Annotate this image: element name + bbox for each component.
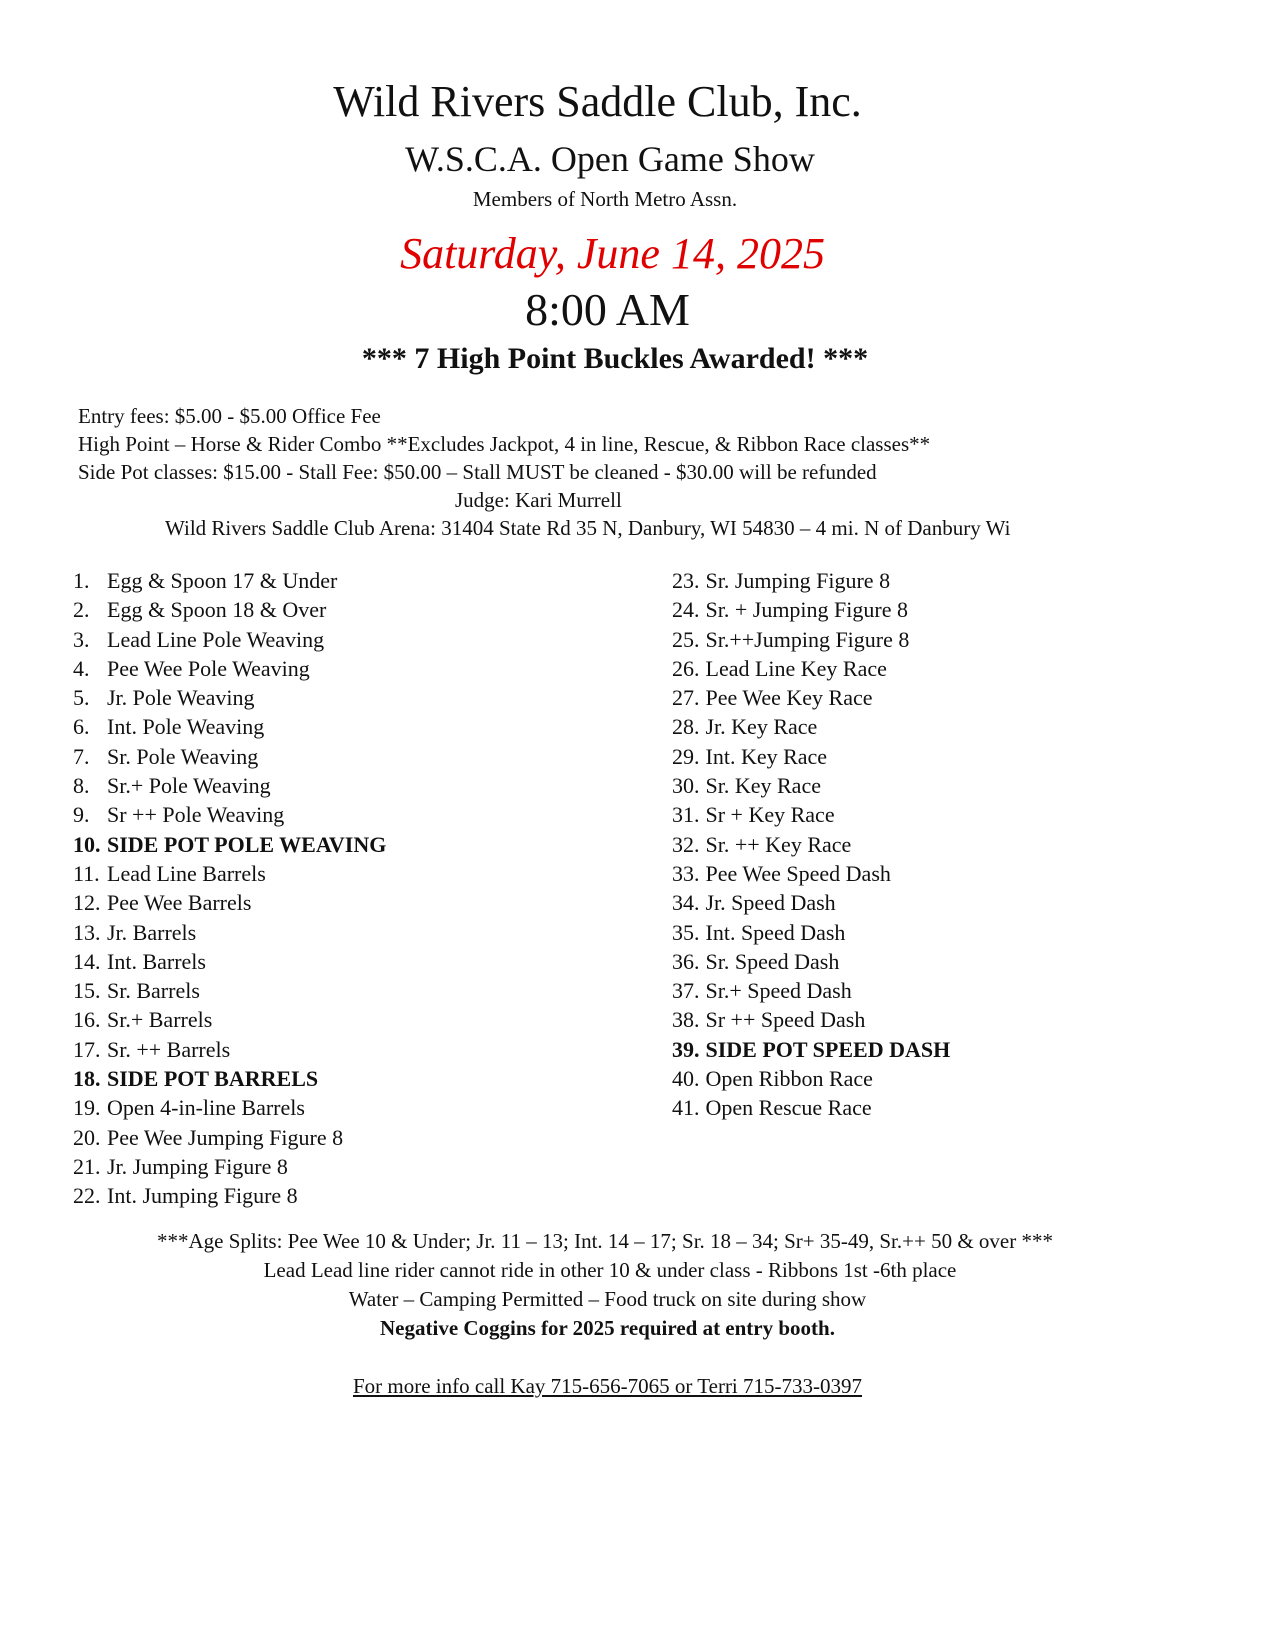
class-number: 8. (73, 773, 90, 799)
class-number: 32. (672, 831, 700, 857)
class-item (672, 595, 950, 624)
class-name: Int. Speed Dash (705, 919, 846, 945)
class-name: Int. Barrels (107, 948, 206, 974)
class-item (672, 1035, 950, 1064)
show-date: Saturday, June 14, 2025 (400, 229, 825, 278)
age-splits: ***Age Splits: Pee Wee 10 & Under; Jr. 11 – 13; Int. 14 – 17; Sr. 18 – 34; Sr+ 35-49, Sr.++ 50 & over *** (157, 1229, 1053, 1253)
class-number: 3. (73, 626, 90, 652)
class-item (672, 566, 950, 595)
class-name: Open 4-in-line Barrels (107, 1095, 305, 1121)
class-list-left (73, 566, 386, 1211)
class-name: Open Ribbon Race (705, 1066, 873, 1092)
class-name: SIDE POT BARRELS (107, 1066, 319, 1092)
class-number: 25. (672, 626, 700, 652)
class-number: 7. (73, 743, 90, 769)
class-list-right (672, 566, 950, 1123)
class-number: 20. (73, 1124, 101, 1150)
class-item (672, 859, 950, 888)
class-item (672, 830, 950, 859)
class-name: Pee Wee Jumping Figure 8 (107, 1124, 344, 1150)
class-number: 27. (672, 685, 700, 711)
class-number: 29. (672, 743, 700, 769)
class-name: Lead Line Barrels (107, 860, 266, 886)
show-name: W.S.C.A. Open Game Show (405, 139, 815, 179)
class-name: Sr ++ Pole Weaving (107, 802, 285, 828)
class-number: 30. (672, 773, 700, 799)
class-item (73, 888, 386, 917)
class-name: Sr. Speed Dash (705, 948, 840, 974)
class-number: 2. (73, 597, 90, 623)
contact-info: For more info call Kay 715-656-7065 or Terri 715-733-0397 (352, 1374, 863, 1398)
class-item (672, 683, 950, 712)
class-number: 34. (672, 890, 700, 916)
class-name: Pee Wee Speed Dash (705, 860, 891, 886)
class-name: Sr + Key Race (705, 802, 835, 828)
class-number: 19. (73, 1095, 101, 1121)
class-item (73, 830, 386, 859)
judge: Judge: Kari Murrell (455, 488, 622, 512)
class-name: Egg & Spoon 18 & Over (107, 597, 327, 623)
class-number: 26. (672, 655, 700, 681)
amenities-note: Water – Camping Permitted – Food truck on site during show (348, 1287, 867, 1311)
class-item (73, 800, 386, 829)
class-name: Sr. Pole Weaving (107, 743, 259, 769)
class-item (73, 1035, 386, 1064)
class-name: Sr.+ Barrels (107, 1007, 213, 1033)
class-item (73, 742, 386, 771)
class-number: 39. (672, 1036, 700, 1062)
class-name: Sr. Key Race (705, 773, 821, 799)
class-number: 14. (73, 948, 101, 974)
class-name: Sr ++ Speed Dash (705, 1007, 866, 1033)
class-name: Sr. ++ Barrels (107, 1036, 231, 1062)
high-point-note: High Point – Horse & Rider Combo **Excludes Jackpot, 4 in line, Rescue, & Ribbon Race classes** (78, 432, 931, 456)
class-number: 38. (672, 1007, 700, 1033)
class-name: Jr. Pole Weaving (107, 685, 255, 711)
class-number: 22. (73, 1183, 101, 1209)
class-item (73, 654, 386, 683)
class-number: 11. (73, 860, 100, 886)
class-number: 31. (672, 802, 700, 828)
class-item (73, 947, 386, 976)
class-number: 33. (672, 860, 700, 886)
class-number: 10. (73, 831, 101, 857)
class-name: Int. Pole Weaving (107, 714, 265, 740)
class-item (73, 1005, 386, 1034)
class-name: Lead Line Key Race (705, 655, 887, 681)
class-name: Jr. Jumping Figure 8 (107, 1153, 288, 1179)
class-item (672, 1093, 950, 1122)
class-number: 37. (672, 978, 700, 1004)
class-name: Sr. ++ Key Race (705, 831, 852, 857)
class-item (672, 654, 950, 683)
class-number: 17. (73, 1036, 101, 1062)
class-number: 4. (73, 655, 90, 681)
side-pot-note: Side Pot classes: $15.00 - Stall Fee: $50.00 – Stall MUST be cleaned - $30.00 will be refunded (78, 460, 877, 484)
class-name: Sr. + Jumping Figure 8 (705, 597, 908, 623)
buckles-banner: *** 7 High Point Buckles Awarded! *** (361, 342, 869, 375)
class-item (672, 976, 950, 1005)
class-item (672, 625, 950, 654)
class-number: 40. (672, 1066, 700, 1092)
class-name: SIDE POT SPEED DASH (705, 1036, 951, 1062)
show-time: 8:00 AM (525, 284, 690, 335)
class-item (672, 888, 950, 917)
club-name: Wild Rivers Saddle Club, Inc. (333, 77, 862, 126)
class-number: 21. (73, 1153, 101, 1179)
class-number: 35. (672, 919, 700, 945)
class-name: Sr.++Jumping Figure 8 (705, 626, 910, 652)
class-name: Int. Key Race (705, 743, 828, 769)
class-name: Jr. Key Race (705, 714, 818, 740)
class-name: Int. Jumping Figure 8 (107, 1183, 298, 1209)
class-item (73, 1064, 386, 1093)
class-item (73, 595, 386, 624)
class-item (672, 1064, 950, 1093)
class-number: 9. (73, 802, 90, 828)
class-number: 12. (73, 890, 101, 916)
class-number: 15. (73, 978, 101, 1004)
class-name: Pee Wee Key Race (705, 685, 873, 711)
class-name: Open Rescue Race (705, 1095, 872, 1121)
lead-line-note: Lead Lead line rider cannot ride in other 10 & under class - Ribbons 1st -6th place (263, 1258, 957, 1282)
class-name: Sr.+ Speed Dash (705, 978, 852, 1004)
class-name: Jr. Speed Dash (705, 890, 836, 916)
coggins-note: Negative Coggins for 2025 required at entry booth. (380, 1316, 835, 1340)
arena-address: Wild Rivers Saddle Club Arena: 31404 State Rd 35 N, Danbury, WI 54830 – 4 mi. N of Danbury Wi (165, 516, 1011, 540)
class-item (73, 976, 386, 1005)
class-number: 5. (73, 685, 90, 711)
class-item (672, 800, 950, 829)
class-number: 28. (672, 714, 700, 740)
class-item (73, 859, 386, 888)
class-name: Sr. Barrels (107, 978, 200, 1004)
class-item (672, 771, 950, 800)
class-item (73, 1093, 386, 1122)
entry-fees: Entry fees: $5.00 - $5.00 Office Fee (78, 404, 381, 428)
class-item (73, 771, 386, 800)
class-name: Pee Wee Pole Weaving (107, 655, 310, 681)
class-item (73, 1123, 386, 1152)
class-item (73, 566, 386, 595)
class-item (73, 1181, 386, 1210)
class-item (672, 918, 950, 947)
class-number: 13. (73, 919, 101, 945)
class-item (73, 1152, 386, 1181)
class-item (73, 712, 386, 741)
class-number: 24. (672, 597, 700, 623)
class-number: 6. (73, 714, 90, 740)
class-item (672, 712, 950, 741)
class-name: Sr. Jumping Figure 8 (705, 568, 891, 593)
class-name: Jr. Barrels (107, 919, 197, 945)
class-name: Egg & Spoon 17 & Under (107, 568, 338, 593)
class-number: 36. (672, 948, 700, 974)
class-number: 23. (672, 568, 700, 593)
class-item (73, 918, 386, 947)
class-number: 41. (672, 1095, 700, 1121)
class-item (672, 947, 950, 976)
class-number: 16. (73, 1007, 101, 1033)
class-name: Lead Line Pole Weaving (107, 626, 325, 652)
class-number: 18. (73, 1066, 101, 1092)
class-name: Pee Wee Barrels (107, 890, 252, 916)
class-item (73, 625, 386, 654)
class-number: 1. (73, 568, 90, 593)
class-name: Sr.+ Pole Weaving (107, 773, 271, 799)
members-line: Members of North Metro Assn. (472, 187, 738, 211)
class-item (672, 742, 950, 771)
class-item (672, 1005, 950, 1034)
class-item (73, 683, 386, 712)
class-name: SIDE POT POLE WEAVING (107, 831, 387, 857)
